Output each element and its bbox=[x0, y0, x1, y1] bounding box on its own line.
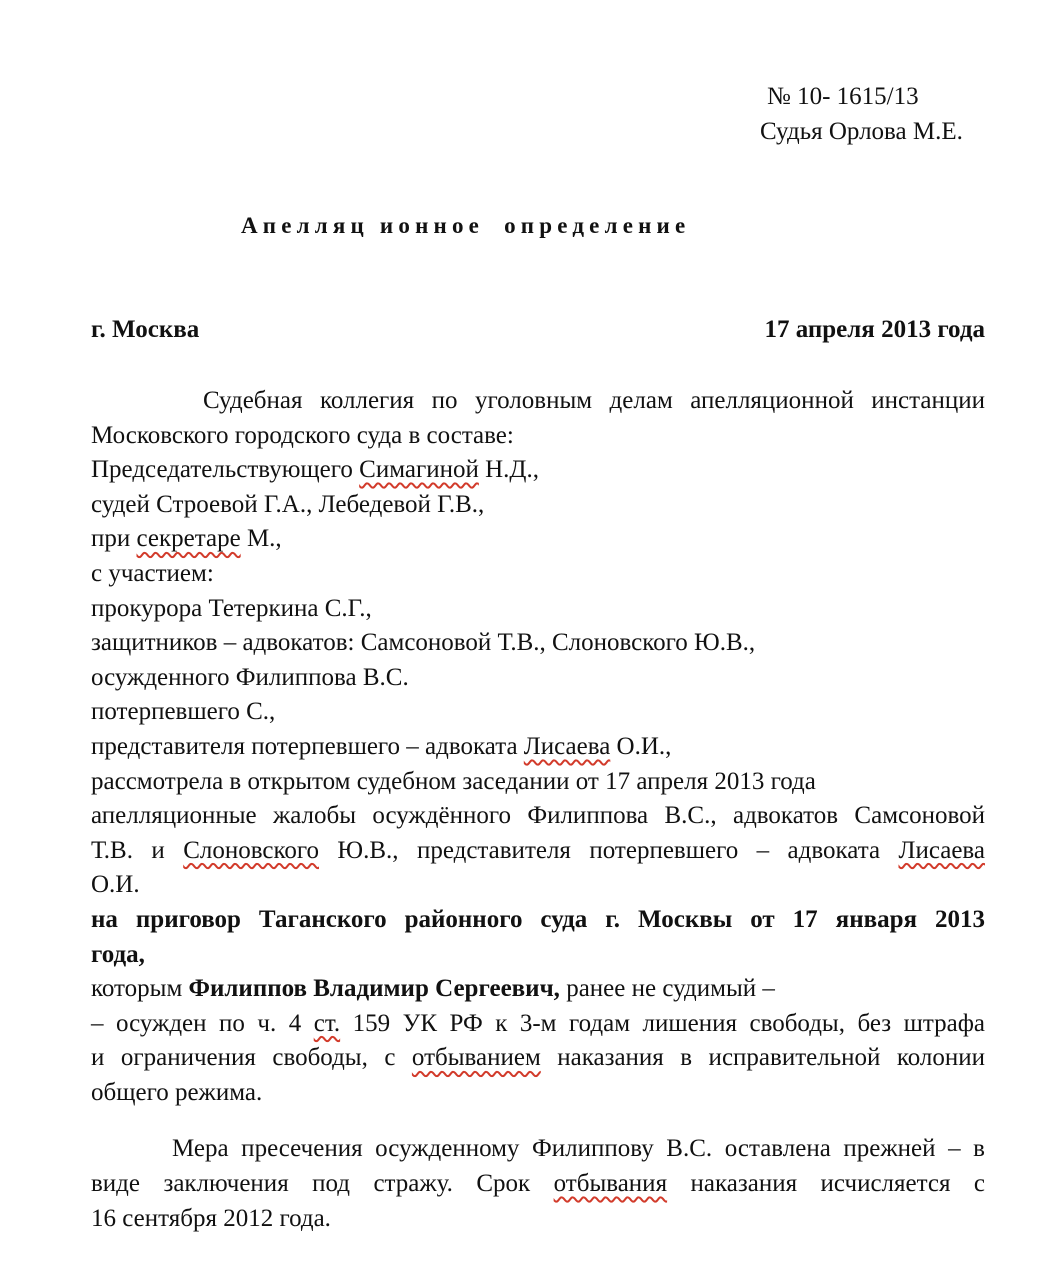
victim-rep-suffix: О.И., bbox=[610, 732, 672, 760]
victim-rep-name: Лисаева bbox=[523, 732, 611, 760]
prosecutor-line: прокурора Тетеркина С.Г., bbox=[91, 594, 372, 622]
convicted-line: осужденного Филиппова В.С. bbox=[91, 663, 409, 691]
appeals-2d: Лисаева bbox=[898, 836, 985, 864]
sentence-1a: – осужден по ч. 4 bbox=[91, 1009, 314, 1037]
whom-line bbox=[91, 972, 985, 1007]
sentence-1c: 159 УК РФ к 3-м годам лишения свободы, без штрафа bbox=[340, 1009, 986, 1037]
case-number: № 10- 1615/13 bbox=[767, 83, 919, 110]
judges-line: судей Строевой Г.А., Лебедевой Г.В., bbox=[91, 490, 485, 518]
document-title-word-1: Апелляц ионное bbox=[241, 213, 485, 238]
measure-line-3: 16 сентября 2012 года. bbox=[91, 1204, 331, 1232]
secretary-prefix: при bbox=[91, 525, 137, 553]
presiding-line bbox=[91, 453, 985, 488]
presiding-suffix: Н.Д., bbox=[478, 456, 539, 484]
victim-line: потерпевшего С., bbox=[91, 698, 276, 726]
appeals-2b: Слоновского bbox=[183, 836, 319, 864]
appeals-line-2 bbox=[91, 834, 985, 869]
measure-line-1: Мера пресечения осужденному Филиппову В.С. оставлена прежней – в bbox=[172, 1135, 985, 1163]
sentence-2a: и ограничения свободы, с bbox=[91, 1044, 412, 1072]
document-title-word-2: определение bbox=[504, 213, 691, 238]
judge-name: Судья Орлова М.Е. bbox=[760, 118, 963, 145]
sentence-2b: отбыванием bbox=[411, 1044, 541, 1072]
city: г. Москва bbox=[91, 316, 200, 343]
intro-line-1: Судебная коллегия по уголовным делам апелляционной инстанции bbox=[203, 387, 985, 414]
appeals-line-3: О.И. bbox=[91, 871, 140, 899]
paragraph-gap bbox=[91, 1110, 985, 1132]
whom-prefix: которым bbox=[91, 975, 189, 1003]
defenders-line: защитников – адвокатов: Самсоновой Т.В., Слоновского Ю.В., bbox=[91, 629, 756, 657]
measure-2a: виде заключения под стражу. Срок bbox=[91, 1170, 554, 1198]
secretary-line bbox=[91, 522, 985, 557]
case-header bbox=[760, 79, 963, 149]
sentence-2c: наказания в исправительной колонии bbox=[540, 1044, 985, 1072]
document-title bbox=[241, 209, 690, 244]
sentence-line-3: общего режима. bbox=[91, 1078, 263, 1106]
appeals-2c: Ю.В., представителя потерпевшего – адвоката bbox=[318, 836, 899, 864]
sentence-line-2 bbox=[91, 1041, 985, 1076]
presiding-prefix: Председательствующего bbox=[91, 456, 360, 484]
victim-rep-prefix: представителя потерпевшего – адвоката bbox=[91, 732, 524, 760]
secretary-suffix: М., bbox=[240, 525, 282, 553]
measure-line-2 bbox=[91, 1167, 985, 1202]
sentence-1b: ст. bbox=[313, 1009, 341, 1037]
date: 17 апреля 2013 года bbox=[764, 316, 985, 343]
victim-rep-line bbox=[91, 730, 985, 765]
whom-suffix: ранее не судимый – bbox=[559, 975, 775, 1003]
participation-line: с участием: bbox=[91, 559, 214, 587]
intro-line-2: Московского городского суда в составе: bbox=[91, 421, 514, 449]
appeals-line-1: апелляционные жалобы осуждённого Филиппова В.С., адвокатов Самсоновой bbox=[91, 802, 985, 830]
verdict-line-1: на приговор Таганского районного суда г. Москвы от 17 января 2013 bbox=[91, 905, 985, 933]
considered-line: рассмотрела в открытом судебном заседании от 17 апреля 2013 года bbox=[91, 767, 816, 795]
measure-2b: отбывания bbox=[553, 1170, 668, 1198]
measure-2c: наказания исчисляется с bbox=[667, 1170, 985, 1198]
verdict-line-2: года, bbox=[91, 940, 145, 968]
presiding-name: Симагиной bbox=[359, 456, 479, 484]
sentence-line-1 bbox=[91, 1007, 985, 1042]
appeals-2a: Т.В. и bbox=[91, 836, 184, 864]
document-body bbox=[91, 384, 985, 1236]
secretary-word: секретаре bbox=[136, 525, 241, 553]
whom-name: Филиппов Владимир Сергеевич, bbox=[188, 975, 560, 1003]
city-date-line bbox=[91, 313, 985, 348]
